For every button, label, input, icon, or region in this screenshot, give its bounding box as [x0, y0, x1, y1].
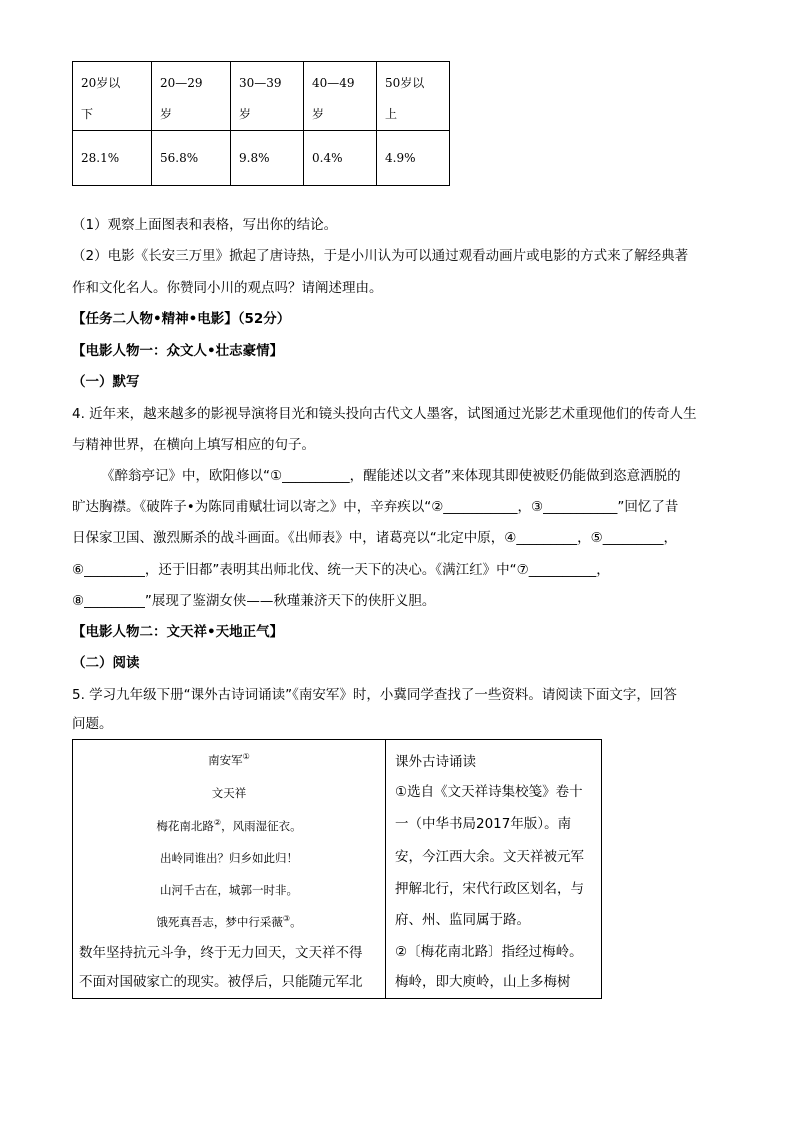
cell-text: 30—39 — [239, 76, 282, 90]
note-line: 一（中华书局2017年版）。南 — [395, 816, 572, 832]
prose-line: 数年坚持抗元斗争，终于无力回天，文天祥不得 — [79, 945, 363, 961]
cell-text: 上 — [385, 107, 398, 121]
table-cell — [304, 62, 377, 131]
column-divider — [385, 740, 386, 998]
note-line: ②〔梅花南北路〕指经过梅岭。 — [395, 944, 583, 960]
film-figure-2-heading: 【电影人物二：文天祥•天地正气】 — [72, 624, 284, 640]
dictation-line: 旷达胸襟。《破阵子•为陈同甫赋壮词以寄之》中，辛弃疾以“②___________，③___________”回忆了昔 — [72, 499, 679, 515]
cell-text: 岁 — [239, 107, 252, 121]
section-2-heading: （二）阅读 — [72, 655, 140, 671]
table-cell — [73, 62, 152, 131]
footnote-marker: ② — [213, 818, 222, 828]
cell-text: 下 — [81, 107, 94, 121]
cell-text: 40—49 — [312, 76, 355, 90]
table-cell: 9.8% — [231, 131, 304, 186]
note-line: 安，今江西大余。文天祥被元军 — [395, 849, 584, 865]
film-figure-1-heading: 【电影人物一：众文人•壮志豪情】 — [72, 343, 284, 359]
question-4-line: 4. 近年来，越来越多的影视导演将目光和镜头投向古代文人墨客，试图通过光影艺术重现他们的传奇人生 — [72, 406, 697, 422]
poem-line: 山河千古在，城郭一时非。 — [160, 883, 298, 897]
table-cell — [152, 62, 231, 131]
notes-heading: 课外古诗诵读 — [395, 754, 476, 770]
question-5-line: 5. 学习九年级下册“课外古诗词诵读”《南安军》时，小冀同学查找了一些资料。请阅读下面文字，回答 — [72, 687, 677, 703]
table-cell: 4.9% — [377, 131, 450, 186]
table-cell: 0.4% — [304, 131, 377, 186]
question-2-line: （2）电影《长安三万里》掀起了唐诗热，于是小川认为可以通过观看动画片或电影的方式来了解经典著 — [72, 248, 689, 264]
poem-text: 梅花南北路 — [156, 819, 214, 833]
note-line: 梅岭，即大庾岭，山上多梅树 — [395, 974, 571, 990]
dictation-line: 日保家卫国、激烈厮杀的战斗画面。《出师表》中，诸葛亮以“北定中原，④_________，⑤_________， — [72, 530, 677, 546]
poem-author: 文天祥 — [211, 786, 247, 800]
cell-text: 岁 — [160, 107, 173, 121]
note-line: 府、州、监同属于路。 — [395, 912, 530, 928]
table-cell — [377, 62, 450, 131]
age-distribution-table — [72, 61, 450, 186]
dictation-line: ⑥_________，还于旧都”表明其出师北伐、统一天下的决心。《满江红》中“⑦__________， — [72, 562, 610, 578]
table-cell — [231, 62, 304, 131]
footnote-marker: ① — [242, 752, 250, 762]
section-1-heading: （一）默写 — [72, 374, 140, 390]
table-cell: 56.8% — [152, 131, 231, 186]
cell-text: 20—29 — [160, 76, 203, 90]
note-line: 押解北行，宋代行政区划名，与 — [395, 881, 584, 897]
cell-text: 50岁以 — [385, 76, 425, 90]
footnote-marker: ③ — [282, 914, 291, 924]
cell-text: 岁 — [312, 107, 325, 121]
poem-text: 。 — [290, 915, 302, 929]
table-cell: 28.1% — [73, 131, 152, 186]
cell-text: 20岁以 — [81, 76, 121, 90]
poem-title — [73, 752, 385, 768]
question-1: （1）观察上面图表和表格，写出你的结论。 — [72, 217, 338, 233]
dictation-line: ⑧_________”展现了鉴湖女侠——秋瑾兼济天下的侠肝义胆。 — [72, 593, 436, 609]
poem-text: ，风雨湿征衣。 — [221, 819, 302, 833]
question-5-line: 问题。 — [72, 716, 113, 732]
poem-text: 饿死真吾志，梦中行采薇 — [156, 915, 283, 929]
dictation-line: 《醉翁亭记》中，欧阳修以“①__________，醒能述以文者”来体现其即使被贬仍能做到恣意洒脱的 — [101, 468, 681, 484]
poem-notes-table — [72, 739, 602, 999]
question-2-line: 作和文化名人。你赞同小川的观点吗？请阐述理由。 — [72, 280, 383, 296]
task-2-title: 【任务二人物•精神•电影】（52分） — [72, 311, 291, 327]
table-row — [73, 131, 450, 186]
prose-line: 不面对国破家亡的现实。被俘后，只能随元军北 — [79, 974, 363, 990]
poem-line: 出岭同谁出？归乡如此归！ — [160, 851, 298, 865]
poem-line — [73, 914, 385, 930]
table-header-row — [73, 62, 450, 131]
note-line: ①选自《文天祥诗集校笺》卷十 — [395, 784, 583, 800]
question-4-line: 与精神世界，在横向上填写相应的句子。 — [72, 437, 315, 453]
poem-title-text: 南安军 — [208, 753, 243, 767]
poem-line — [73, 818, 385, 834]
